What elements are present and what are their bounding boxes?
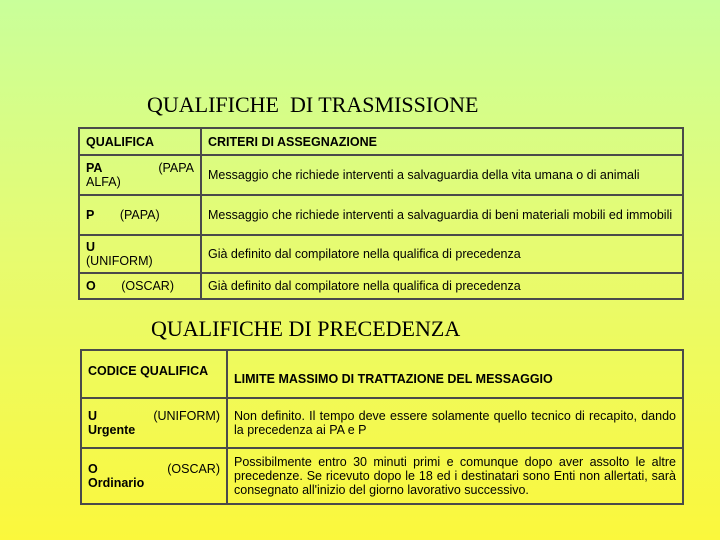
- table-header-row: [81, 350, 683, 398]
- codice-label: Ordinario: [88, 476, 145, 490]
- limite-cell: Possibilmente entro 30 minuti primi e comunque dopo aver assolto le altre precedenze. Se ricevuto dopo le 18 ed i destinatari sono Enti non allertati, sarà consegnato all'inizio del giorno lavorativo successivo.: [227, 448, 683, 504]
- qualifica-cell: [79, 273, 201, 299]
- qualifica-name: (OSCAR): [121, 279, 174, 293]
- qualifica-name: (PAPA: [158, 161, 194, 175]
- table-row: [79, 195, 683, 235]
- qualifica-name: (UNIFORM): [86, 254, 153, 268]
- codice-name: (UNIFORM): [153, 409, 220, 423]
- criterio-cell: Già definito dal compilatore nella qualifica di precedenza: [201, 273, 683, 299]
- codice-cell: [81, 448, 227, 504]
- criterio-cell: Già definito dal compilatore nella qualifica di precedenza: [201, 235, 683, 273]
- criterio-cell: Messaggio che richiede interventi a salvaguardia della vita umana o di animali: [201, 155, 683, 195]
- qualifica-code: P: [86, 208, 95, 222]
- header-codice-qualifica: CODICE QUALIFICA: [81, 350, 227, 398]
- table-row: [81, 398, 683, 448]
- qualifiche-trasmissione-table: [78, 127, 684, 300]
- qualifica-name: (PAPA): [119, 208, 160, 222]
- qualifica-cell: [79, 155, 201, 195]
- title-qualifiche-trasmissione: QUALIFICHE DI TRASMISSIONE: [147, 92, 479, 117]
- table-row: [81, 448, 683, 504]
- table-row: [79, 235, 683, 273]
- qualifica-code: PA: [86, 161, 103, 175]
- codice-cell: [81, 398, 227, 448]
- codice-name: (OSCAR): [167, 462, 220, 476]
- header-criteri: CRITERI DI ASSEGNAZIONE: [201, 128, 683, 155]
- qualifica-cell: [79, 235, 201, 273]
- qualifica-code: O: [86, 279, 96, 293]
- table-header-row: [79, 128, 683, 155]
- criterio-cell: Messaggio che richiede interventi a salvaguardia di beni materiali mobili ed immobili: [201, 195, 683, 235]
- header-qualifica: QUALIFICA: [79, 128, 201, 155]
- codice-label: Urgente: [88, 423, 136, 437]
- codice-letter: U: [88, 409, 98, 423]
- qualifica-code: U: [86, 240, 96, 254]
- qualifiche-precedenza-table: [80, 349, 684, 505]
- qualifica-name-cont: ALFA): [86, 175, 121, 189]
- table-row: [79, 273, 683, 299]
- header-limite-massimo: LIMITE MASSIMO DI TRATTAZIONE DEL MESSAGGIO: [227, 350, 683, 398]
- table-row: [79, 155, 683, 195]
- codice-letter: O: [88, 462, 98, 476]
- limite-cell: Non definito. Il tempo deve essere solamente quello tecnico di recapito, dando la precedenza ai PA e P: [227, 398, 683, 448]
- title-qualifiche-precedenza: QUALIFICHE DI PRECEDENZA: [151, 316, 461, 341]
- qualifica-cell: [79, 195, 201, 235]
